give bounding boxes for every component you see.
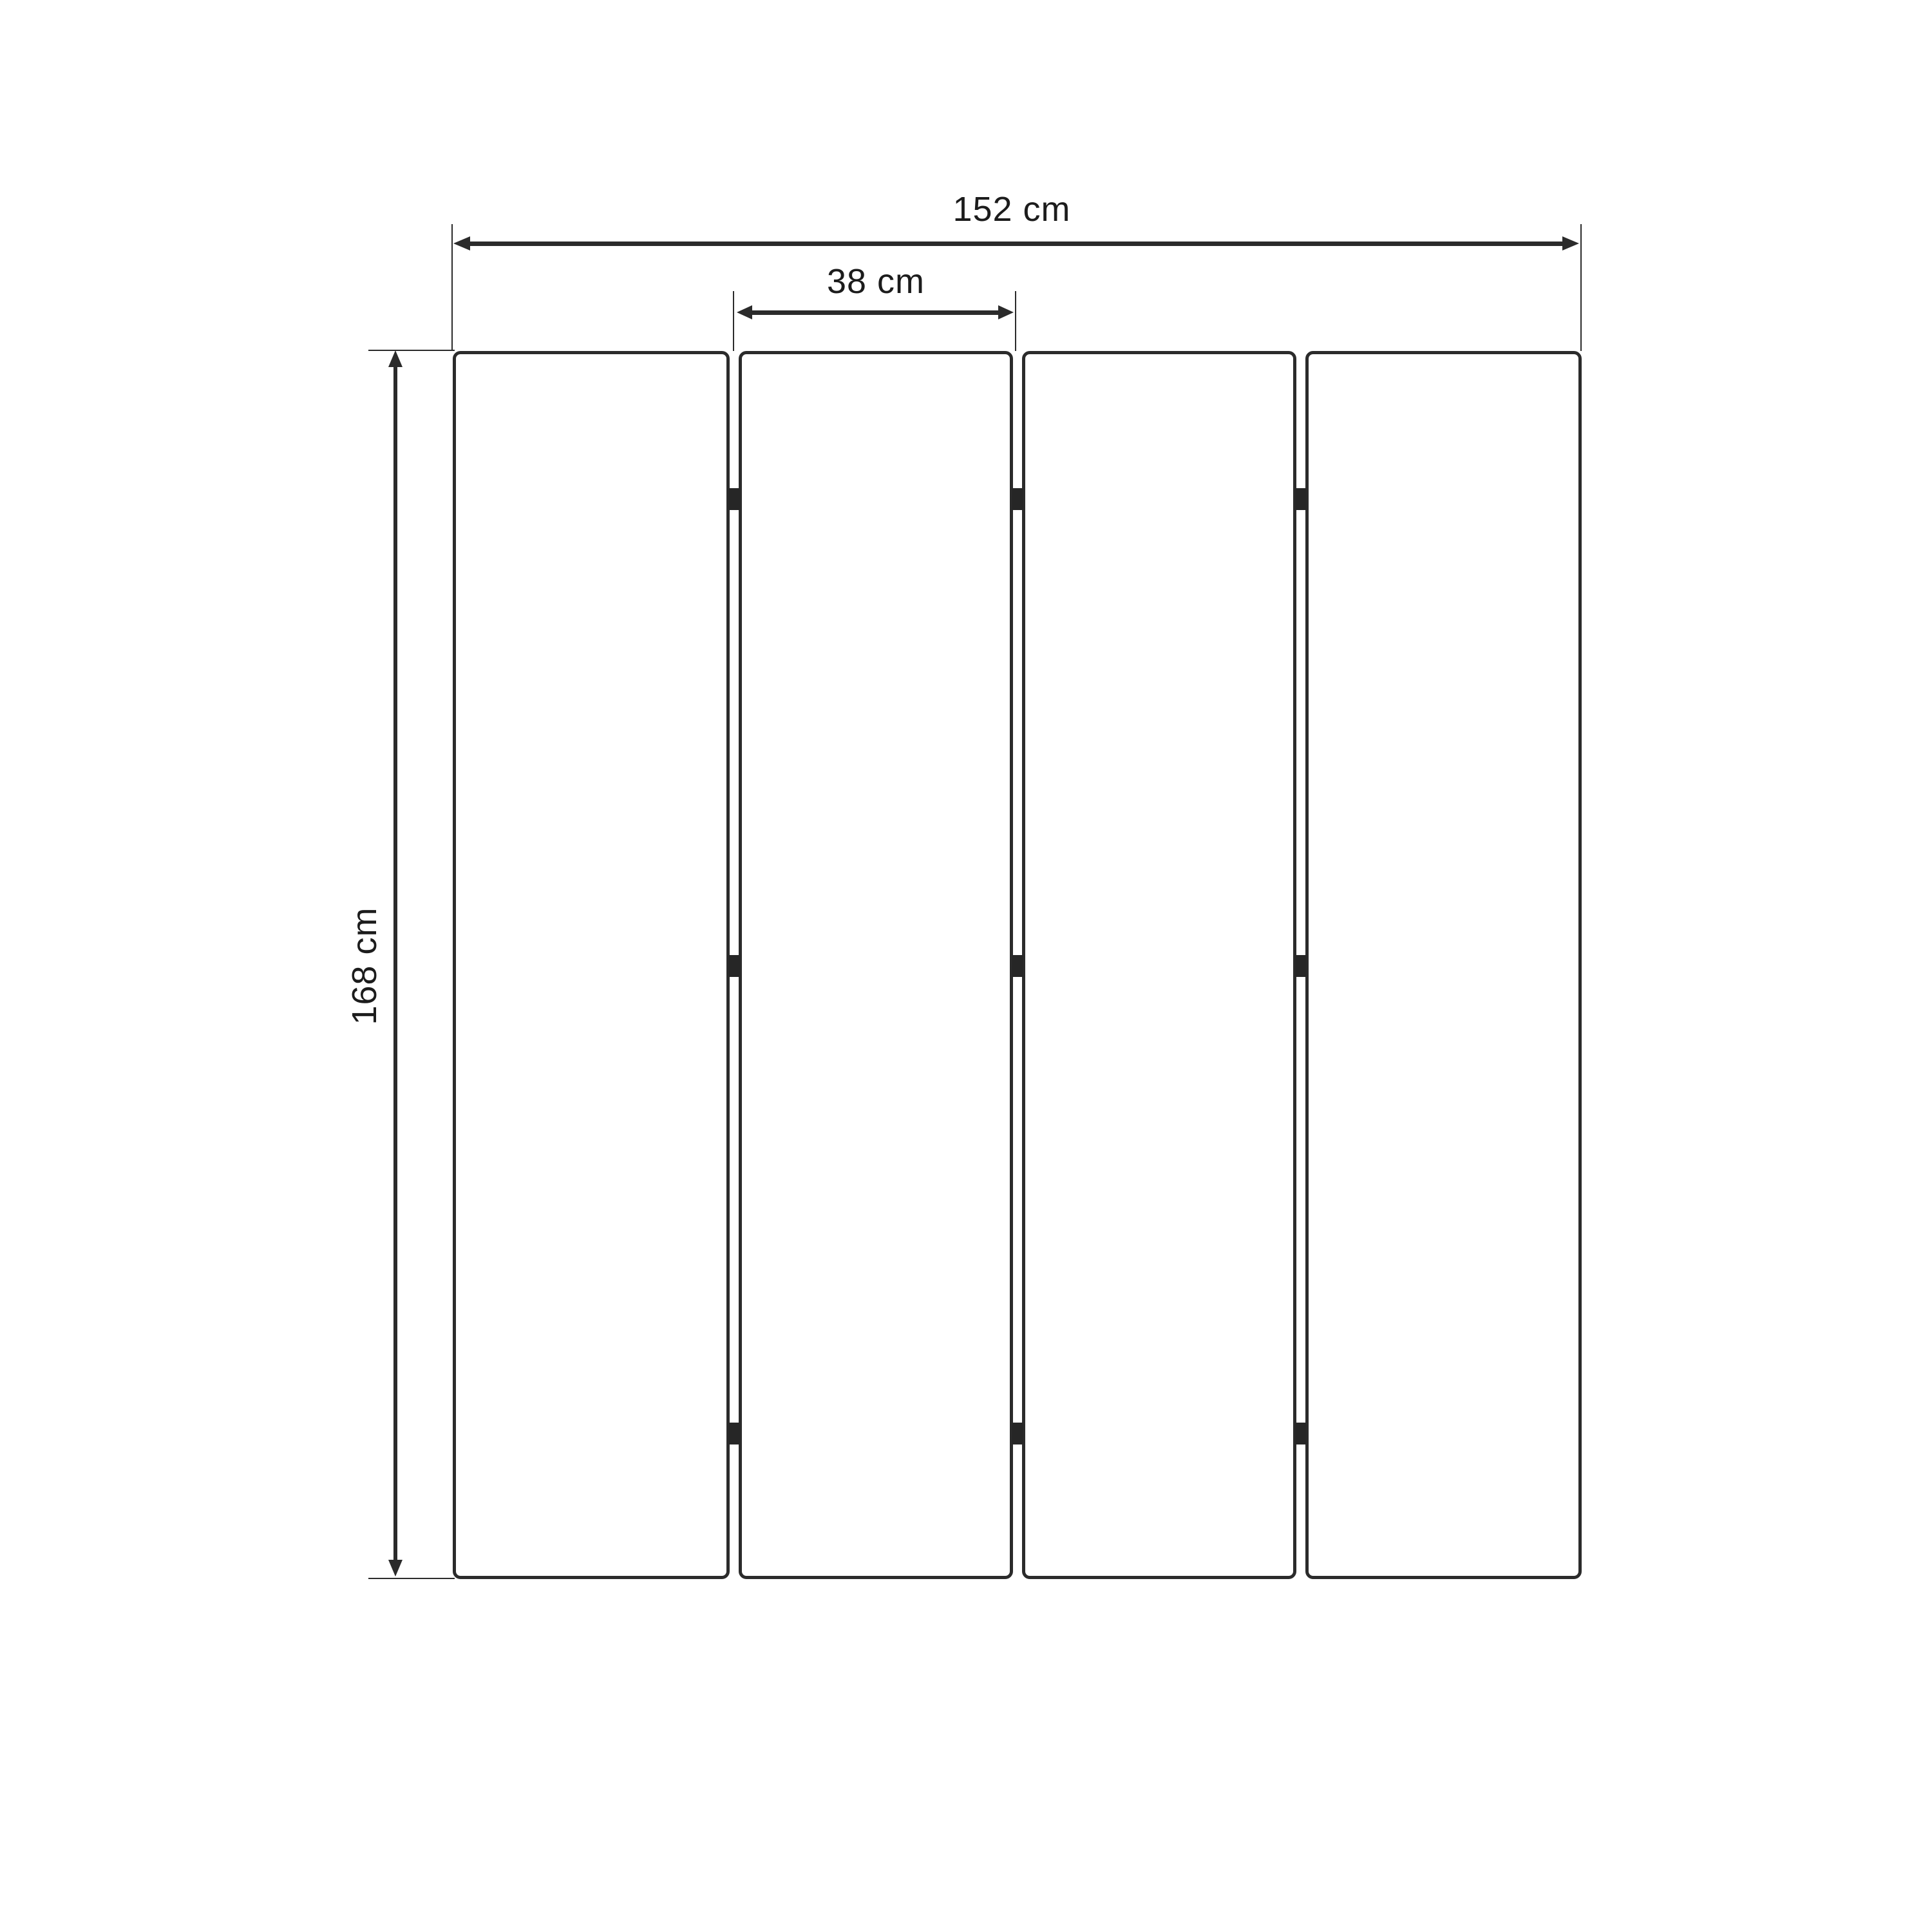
panel-width-extension-line-right [1015, 291, 1016, 351]
hinge [1295, 1423, 1307, 1444]
height-extension-line-top [368, 350, 455, 351]
panel-1 [453, 351, 730, 1579]
hinge [1012, 1423, 1023, 1444]
height-dimension-line [393, 367, 397, 1560]
arrow-left-icon [737, 305, 752, 319]
hinge [1012, 955, 1023, 977]
arrow-left-icon [453, 236, 470, 251]
hinge [728, 488, 740, 510]
arrow-down-icon [388, 1560, 402, 1577]
panel-4 [1305, 351, 1582, 1579]
total-width-extension-line-right [1580, 224, 1582, 351]
panel-width-label: 38 cm [826, 262, 925, 301]
panel-3 [1022, 351, 1296, 1579]
arrow-right-icon [1562, 236, 1579, 251]
arrow-right-icon [998, 305, 1014, 319]
height-label: 168 cm [345, 907, 384, 1025]
total-width-extension-line-left [451, 224, 453, 351]
hinge [728, 955, 740, 977]
hinge [1012, 488, 1023, 510]
total-width-label: 152 cm [952, 190, 1071, 229]
height-extension-line-bottom [368, 1578, 455, 1579]
hinge [1295, 955, 1307, 977]
hinge [1295, 488, 1307, 510]
total-width-dimension-line [470, 242, 1562, 246]
hinge [728, 1423, 740, 1444]
panel-width-extension-line-left [733, 291, 734, 351]
arrow-up-icon [388, 350, 402, 367]
panel-width-dimension-line [752, 310, 998, 315]
panel-2 [739, 351, 1013, 1579]
